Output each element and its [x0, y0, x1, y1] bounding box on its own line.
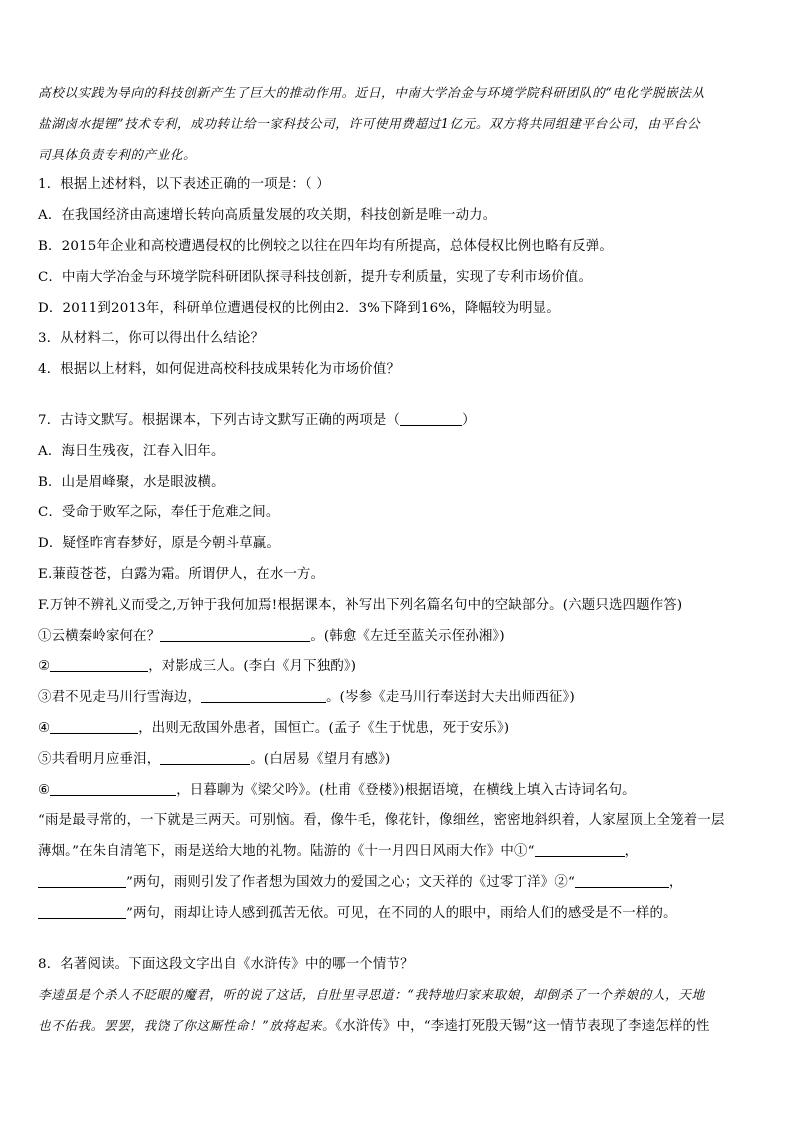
rain-text: ，	[624, 844, 639, 860]
answer-blank	[50, 719, 138, 734]
question-4: 4．根据以上材料，如何促进高校科技成果转化为市场价值？	[38, 362, 401, 378]
question-1-stem: 1．根据上述材料，以下表述正确的一项是：（ ）	[38, 177, 330, 193]
question-7-option-e: E.蒹葭苍苍，白露为霜。所谓伊人，在水一方。	[38, 566, 325, 582]
question-1-option-a: A．在我国经济由高速增长转向高质量发展的攻关期，科技创新是唯一动力。	[38, 208, 497, 224]
question-1-option-d: D．2011到2013年，科研单位遭遇侵权的比例由2．3%下降到16%，降幅较为明显。	[38, 300, 560, 316]
fill-item-4-prefix: ④	[38, 720, 51, 736]
question-7-stem-close: ）	[462, 412, 476, 428]
fill-item-2	[38, 652, 760, 683]
rain-paragraph-line: “雨是最寻常的，一下就是三两天。可别恼。看，像牛毛，像花针，像细丝，密密地斜织着，人家屋顶上全笼着一层	[38, 813, 725, 829]
question-8-passage-italic: 也不佑我。罢罢，我饶了你这厮性命！”放将起来。	[38, 1018, 336, 1034]
question-7-stem	[38, 406, 760, 437]
answer-blank	[160, 627, 310, 642]
spacer	[38, 386, 760, 406]
fill-item-6-suffix: ，日暮聊为《梁父吟》。(杜甫《登楼》)根据语境，在横线上填入古诗词名句。	[176, 782, 636, 798]
question-3: 3．从材料二，你可以得出什么结论？	[38, 331, 265, 347]
answer-blank	[535, 842, 625, 857]
answer-blank	[50, 781, 176, 796]
fill-item-1	[38, 622, 760, 653]
fill-item-5-suffix: 。(白居易《望月有感》)	[250, 751, 391, 767]
exam-page	[38, 78, 760, 1043]
fill-item-5-prefix: ⑤共看明月应垂泪，	[38, 751, 161, 767]
fill-item-2-suffix: ，对影成三人。(李白《月下独酌》)	[148, 659, 357, 675]
rain-paragraph-line	[38, 837, 760, 868]
rain-paragraph-line	[38, 868, 760, 899]
question-7-stem-text: 7．古诗文默写。根据课本，下列古诗文默写正确的两项是（	[38, 412, 401, 428]
fill-item-2-prefix: ②	[38, 659, 51, 675]
answer-blank	[575, 873, 669, 888]
fill-item-1-prefix: ①云横秦岭家何在？	[38, 628, 161, 644]
fill-item-6	[38, 776, 760, 807]
spacer	[38, 930, 760, 950]
fill-item-4-suffix: ，出则无敌国外患者，国恒亡。(孟子《生于忧患，死于安乐》)	[138, 720, 510, 736]
fill-item-3-prefix: ③君不见走马川行雪海边，	[38, 690, 202, 706]
question-1-option-c: C．中南大学冶金与环境学院科研团队探寻科技创新，提升专利质量，实现了专利市场价值。	[38, 269, 593, 285]
fill-item-1-suffix: 。(韩愈《左迁至蓝关示侄孙湘》)	[310, 628, 505, 644]
answer-blank	[38, 904, 126, 919]
fill-item-3	[38, 683, 760, 714]
question-1-option-b: B．2015年企业和高校遭遇侵权的比例较之以往在四年均有所提高，总体侵权比例也略有反弹。	[38, 238, 613, 254]
rain-paragraph-line	[38, 899, 760, 930]
question-7-option-d: D．疑怪昨宵春梦好，原是今朝斗草赢。	[38, 536, 280, 552]
rain-text: ，	[669, 874, 683, 890]
answer-blank	[50, 657, 148, 672]
material-line: 高校以实践为导向的科技创新产生了巨大的推动作用。近日，中南大学冶金与环境学院科研团队的“电化学脱嵌法从	[38, 85, 705, 100]
question-7-option-c: C．受命于败军之际，奉任于危难之间。	[38, 505, 280, 521]
fill-item-5	[38, 745, 760, 776]
answer-blank	[38, 873, 126, 888]
question-7-option-b: B．山是眉峰聚，水是眼波横。	[38, 474, 225, 490]
fill-item-6-prefix: ⑥	[38, 782, 51, 798]
question-7-option-a: A．海日生残夜，江春入旧年。	[38, 443, 225, 459]
material-line: 司具体负责专利的产业化。	[38, 146, 197, 162]
question-8-passage-line: 李逵虽是个杀人不眨眼的魔君，听的说了这话，自肚里寻思道：“我特地归家来取娘，却倒杀了一个养娘的人，天地	[38, 987, 705, 1003]
question-8-question-text: 《水浒传》中，“李逵打死殷天锡”这一情节表现了李逵怎样的性	[335, 1019, 710, 1035]
answer-blank	[201, 688, 326, 703]
answer-blank	[400, 411, 462, 426]
rain-text: 薄烟。”在朱自清笔下，雨是送给大地的礼物。陆游的《十一月四日风雨大作》中①“	[38, 844, 535, 860]
rain-text: ”两句，雨却让诗人感到孤苦无依。可见，在不同的人的眼中，雨给人们的感受是不一样的。	[126, 905, 677, 921]
fill-item-3-suffix: 。(岑参《走马川行奉送封大夫出师西征》)	[326, 690, 575, 706]
fill-item-4	[38, 714, 760, 745]
question-8-stem: 8．名著阅读。下面这段文字出自《水浒传》中的哪一个情节？	[38, 956, 414, 972]
question-8-passage-line	[38, 1011, 760, 1043]
rain-text: ”两句，雨则引发了作者想为国效力的爱国之心；文天祥的《过零丁洋》②“	[126, 874, 575, 890]
answer-blank	[160, 750, 250, 765]
question-7-option-f: F.万钟不辨礼义而受之,万钟于我何加焉!根据课本，补写出下列名篇名句中的空缺部分。(六题只选四题作答)	[38, 597, 683, 613]
material-line: 盐湖卤水提锂”技术专利，成功转让给一家科技公司，许可使用费超过1亿元。双方将共同组建平台公司，由平台公	[38, 115, 701, 131]
